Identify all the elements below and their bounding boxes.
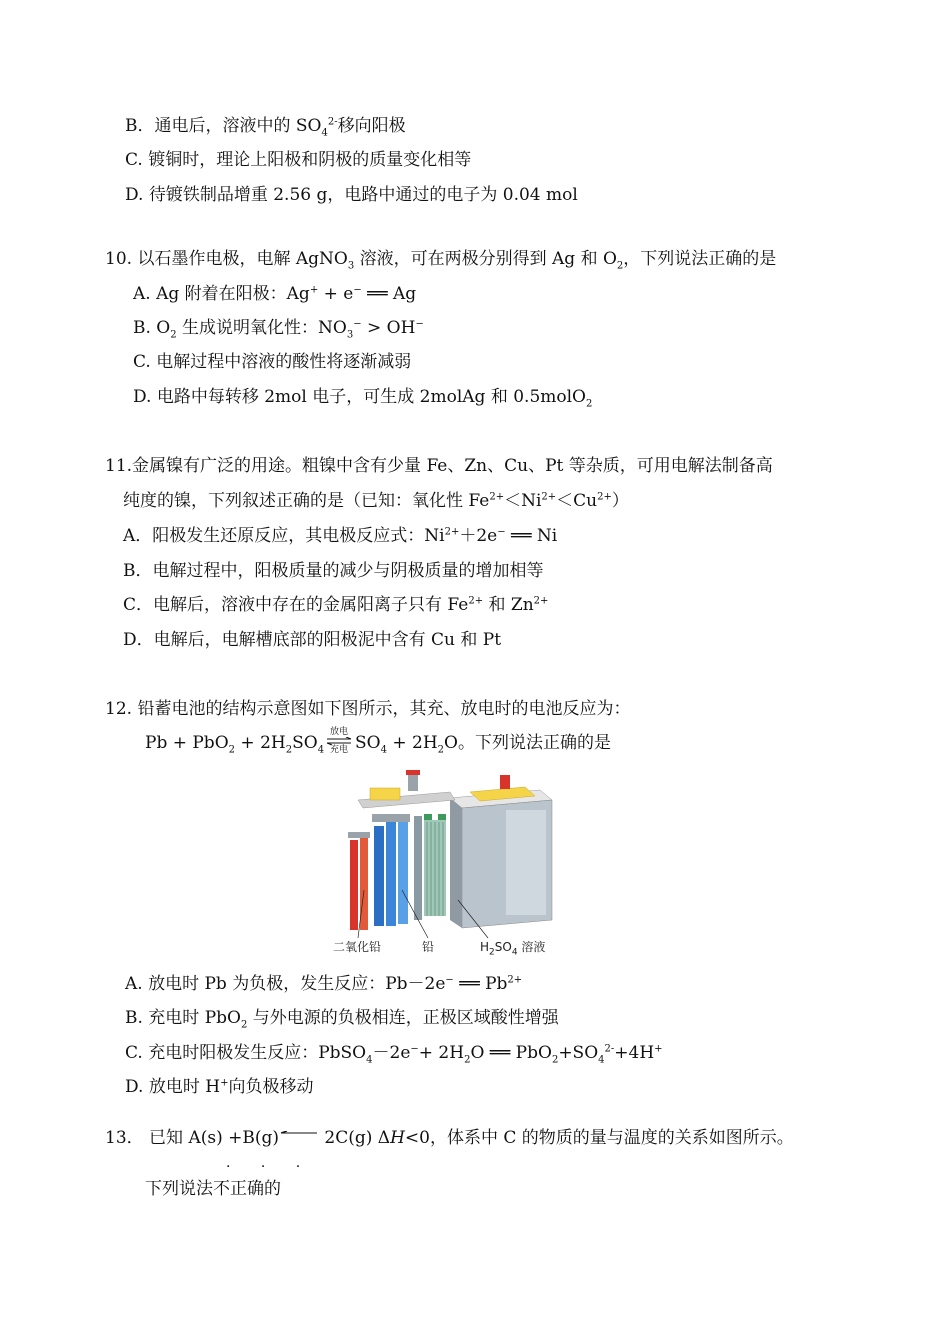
- equilibrium-arrow-icon: [279, 1131, 319, 1137]
- q9-option-b: B．通电后，溶液中的 $SO_4^{2-}$移向阳极: [125, 116, 406, 139]
- q13-stem: 13． 已知 A(s) +B(g) 2C(g) ΔH<0，体系中 C 的物质的量与温度的关系如图所示。: [105, 1127, 794, 1149]
- q9-option-c: C. 镀铜时，理论上阳极和阴极的质量变化相等: [125, 150, 472, 170]
- separator-1: [414, 816, 422, 920]
- pbo2-plate-frame: [348, 832, 370, 838]
- q11-option-a: A．阳极发生还原反应，其电极反应式：$Ni^{2+}+2e^-$ ══ Ni: [123, 526, 558, 546]
- q11-stem-line2: 纯度的镍，下列叙述正确的是（已知：氧化性 $Fe^{2+}<Ni^{2+}<Cu^{2+}$）: [123, 491, 629, 511]
- pb-plate-3: [398, 818, 408, 924]
- battery-casing-side: [450, 798, 462, 928]
- terminal-cap-left: [370, 788, 400, 800]
- q11-option-d: D．电解后，电解槽底部的阳极泥中含有 Cu 和 Pt: [123, 630, 502, 650]
- green-cap-2: [438, 814, 446, 820]
- pb-plate-1: [374, 826, 384, 926]
- q12-equation-right: $SO_4 + 2H_2O$。下列说法正确的是: [355, 733, 611, 756]
- terminal-red-right: [500, 775, 510, 789]
- fig-label-h2so4: $H_2SO_4$ 溶液: [480, 940, 546, 958]
- q10-option-c: C. 电解过程中溶液的酸性将逐渐减弱: [133, 352, 412, 372]
- q11-stem-line1: 11.金属镍有广泛的用途。粗镍中含有少量 Fe、Zn、Cu、Pt 等杂质，可用电解法制备高: [105, 456, 773, 476]
- arrow-bottom-label: 充电: [329, 745, 348, 755]
- q10-option-a: A. Ag 附着在阳极：Ag+ + e− ══ Ag: [133, 284, 417, 304]
- pb-plate-frame: [372, 814, 410, 822]
- reversible-arrow: [326, 727, 352, 763]
- q10-option-b: B. $O_2$ 生成说明氧化性：$NO_3^- > OH^-$: [133, 318, 424, 341]
- q10-stem: 10. 以石墨作电极，电解 AgNO$_3$ 溶液，可在两极分别得到 Ag 和 $O_2$，下列说法正确的是: [105, 249, 777, 272]
- equilibrium-arrow: [279, 1121, 319, 1143]
- q11-option-b: B．电解过程中，阳极质量的减少与阴极质量的增加相等: [123, 561, 544, 581]
- q12-option-b: B. 充电时 PbO$_2$ 与外电源的负极相连，正极区域酸性增强: [125, 1008, 559, 1031]
- q11-option-c: C．电解后，溶液中存在的金属阳离子只有 $Fe^{2+}$ 和 $Zn^{2+}$: [123, 595, 549, 615]
- q10-option-d: D. 电路中每转移 2mol 电子，可生成 2molAg 和 0.5molO$_2$: [133, 387, 593, 410]
- q9-option-d: D. 待镀铁制品增重 2.56 g，电路中通过的电子为 0.04 mol: [125, 185, 578, 205]
- double-arrow-icon: [326, 737, 352, 745]
- q12-option-a: A. 放电时 Pb 为负极，发生反应：Pb－2e− ══ $Pb^{2+}$: [125, 974, 523, 994]
- pb-plate-2: [386, 822, 396, 926]
- terminal-post-left: [408, 773, 418, 791]
- q12-stem: 12. 铅蓄电池的结构示意图如下图所示，其充、放电时的电池反应为：: [105, 699, 631, 719]
- emphasis-dots: · · ·: [226, 1159, 314, 1175]
- q12-option-c: C. 充电时阳极发生反应：PbSO$_4$－2e−+ $2H_2O$ ══ $PbO_2+SO_4^{2-}+4H^+$: [125, 1043, 663, 1066]
- battery-casing-shade: [506, 810, 546, 915]
- terminal-post-left-cap: [406, 770, 420, 775]
- pbo2-plate-2: [360, 836, 368, 930]
- fig-label-pb: 铅: [422, 940, 435, 954]
- arrow-top-label: 放电: [329, 727, 348, 737]
- green-cap-1: [424, 814, 432, 820]
- q12-equation: $Pb + PbO_2 + 2H_2SO_4$: [145, 733, 325, 756]
- q13-stem-line2: 下列说法不正确的: [145, 1179, 281, 1199]
- lead-acid-battery-figure: [330, 770, 560, 960]
- q12-option-d: D. 放电时 H+向负极移动: [125, 1077, 314, 1097]
- pbo2-plate-1: [350, 840, 358, 930]
- fig-label-pbo2: 二氧化铅: [333, 940, 382, 954]
